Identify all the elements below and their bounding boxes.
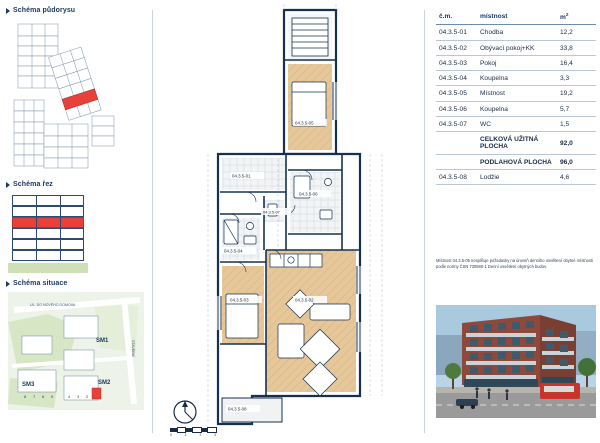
svg-text:6: 6 bbox=[42, 394, 45, 399]
cell-room-name: Pokoj bbox=[477, 55, 557, 70]
situation-scheme bbox=[8, 292, 144, 410]
keyplan-scheme bbox=[8, 20, 142, 172]
cell-room-area: 3,3 bbox=[557, 71, 596, 86]
table-row bbox=[436, 55, 596, 70]
floorplan-svg bbox=[160, 4, 418, 439]
svg-text:7: 7 bbox=[33, 394, 36, 399]
cell-room-area: 33,8 bbox=[557, 40, 596, 55]
cell-room-number: 04.3.5-08 bbox=[436, 169, 477, 184]
svg-text:2: 2 bbox=[86, 394, 89, 399]
svg-text:8: 8 bbox=[24, 394, 27, 399]
cell-total-label: CELKOVÁ UŽITNÁ PLOCHA bbox=[477, 132, 557, 155]
header-room-area bbox=[557, 8, 596, 25]
table-row bbox=[436, 40, 596, 55]
table-header-row bbox=[436, 8, 596, 25]
cell-room-name: Chodba bbox=[477, 25, 557, 40]
plan-tag-01: 04.3.5-01 bbox=[232, 173, 251, 179]
header-room-number: č.m. bbox=[436, 8, 477, 25]
plan-tag-06: 04.3.5-06 bbox=[299, 191, 318, 197]
svg-text:5: 5 bbox=[51, 394, 54, 399]
plan-tag-08: 04.3.5-08 bbox=[228, 406, 247, 412]
cell-room-name: Místnost bbox=[477, 86, 557, 101]
cell-room-area: 4,6 bbox=[557, 169, 596, 184]
cell-room-area: 16,4 bbox=[557, 55, 596, 70]
scale-bar-segments bbox=[170, 428, 216, 432]
scale-num-0: 0 bbox=[170, 433, 172, 437]
svg-text:SM1: SM1 bbox=[96, 338, 109, 344]
divider-left bbox=[152, 10, 153, 433]
situation-svg bbox=[8, 292, 144, 410]
cell-room-name: Koupelna bbox=[477, 101, 557, 116]
header-area-unit-sup: 2 bbox=[565, 12, 569, 17]
cell-room-name: Obývací pokoj+KK bbox=[477, 40, 557, 55]
scale-num-1: 1 bbox=[184, 433, 187, 437]
plan-tag-02: 04.3.5-02 bbox=[295, 297, 314, 303]
table-row bbox=[436, 116, 596, 131]
cell-room-area: 12,2 bbox=[557, 25, 596, 40]
section-title-situation-scheme bbox=[6, 280, 67, 287]
table-row-total bbox=[436, 132, 596, 155]
room-schedule-table bbox=[436, 8, 596, 185]
cell-room-name: Koupelna bbox=[477, 71, 557, 86]
section-title-label: Schéma situace bbox=[13, 280, 68, 287]
table-row bbox=[436, 71, 596, 86]
cell-total-area: 92,0 bbox=[557, 132, 596, 155]
cell-room-number: 04.3.5-05 bbox=[436, 86, 477, 101]
svg-text:3: 3 bbox=[77, 394, 80, 399]
cell-room-number: 04.3.5-07 bbox=[436, 116, 477, 131]
section-highlighted-floor bbox=[12, 217, 84, 228]
svg-text:UL. DO NOVÉHO DOMOVA: UL. DO NOVÉHO DOMOVA bbox=[30, 303, 76, 307]
room-table-column bbox=[432, 0, 600, 443]
triangle-bullet-icon bbox=[6, 281, 10, 287]
cell-room-number: 04.3.5-01 bbox=[436, 25, 477, 40]
left-schemes-column bbox=[0, 0, 152, 443]
section-title-section-scheme bbox=[6, 181, 53, 188]
plan-tag-03: 04.3.5-03 bbox=[230, 297, 249, 303]
cell-room-area: 1,5 bbox=[557, 116, 596, 131]
plan-tag-07: 04.3.5-07 bbox=[263, 209, 280, 215]
section-title-label: Schéma řez bbox=[13, 181, 53, 188]
table-row-total bbox=[436, 154, 596, 169]
plan-tag-04: 04.3.5-04 bbox=[224, 248, 243, 254]
table-row bbox=[436, 101, 596, 116]
render-svg bbox=[436, 305, 596, 418]
divider-right bbox=[424, 10, 425, 433]
cell-room-number: 04.3.5-03 bbox=[436, 55, 477, 70]
svg-text:4: 4 bbox=[68, 394, 71, 399]
section-scheme bbox=[12, 195, 84, 273]
svg-text:STAVEBNÍ: STAVEBNÍ bbox=[131, 340, 135, 358]
building-render-photo bbox=[436, 305, 596, 418]
svg-text:SM2: SM2 bbox=[98, 380, 111, 386]
daylight-note: Místnost 04.3.5-05 nesplňuje požadavky na úroveň denního osvětlení obytné místnosti podle normy ČSN 730580-1 Denní osvětlení obytných budov. bbox=[436, 258, 594, 269]
svg-text:SM3: SM3 bbox=[22, 382, 35, 388]
cell-room-number: 04.3.5-04 bbox=[436, 71, 477, 86]
cell-total-area: 96,0 bbox=[557, 154, 596, 169]
scale-num-3: 3 bbox=[214, 433, 216, 437]
table-row bbox=[436, 86, 596, 101]
scale-num-2: 2 bbox=[199, 433, 202, 437]
plan-tag-05: 04.3.5-05 bbox=[295, 120, 314, 126]
scale-bar bbox=[170, 428, 216, 437]
section-title-floorplan-scheme bbox=[6, 7, 75, 14]
cell-room-number: 04.3.5-02 bbox=[436, 40, 477, 55]
header-area-unit: m bbox=[560, 14, 566, 22]
header-room-name: místnost bbox=[477, 8, 557, 25]
keyplan-svg bbox=[8, 20, 142, 172]
scale-bar-numbers bbox=[170, 433, 216, 437]
ground-strip bbox=[8, 263, 88, 273]
cell-total-label: PODLAHOVÁ PLOCHA bbox=[477, 154, 557, 169]
triangle-bullet-icon bbox=[6, 8, 10, 14]
cell-room-name: WC bbox=[477, 116, 557, 131]
triangle-bullet-icon bbox=[6, 182, 10, 188]
table-row bbox=[436, 25, 596, 40]
apartment-floorplan bbox=[160, 4, 418, 439]
cell-room-area: 5,7 bbox=[557, 101, 596, 116]
cell-room-area: 19,2 bbox=[557, 86, 596, 101]
table-row bbox=[436, 169, 596, 184]
section-title-label: Schéma půdorysu bbox=[13, 7, 76, 14]
cell-room-number: 04.3.5-06 bbox=[436, 101, 477, 116]
cell-room-name: Lodžie bbox=[477, 169, 557, 184]
